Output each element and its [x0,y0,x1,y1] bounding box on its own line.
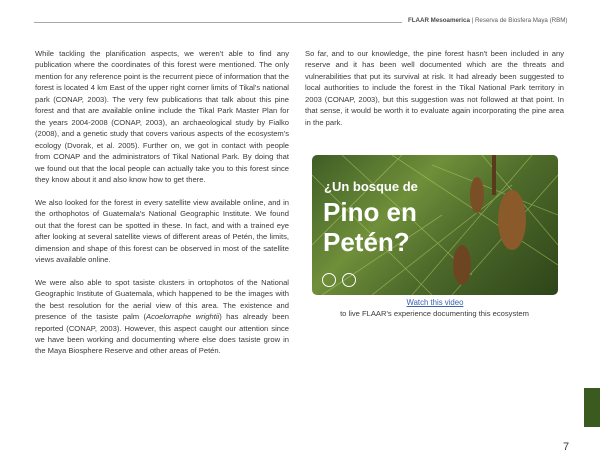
paragraph: We were also able to spot tasiste clusters in ortophotos of the National Geographic Institute of Guatemala, which happened to be the images with the best resolution for the aerial view of this area. The existence and presence of the tasiste palm (Acoelorraphe wrightii) has already been reported (CONAP, 2003). However, this aspect caught our attention since we have been working and documenting where else does tasiste grow in the Maya Biosphere Reserve and other areas of Petén. [35,277,289,356]
flaar-logo-icon [322,273,336,287]
paragraph: We also looked for the forest in every satellite view available online, and in the orthophotos of Guatemala's National Geographic Institute. We found out that the forest can be spotted in these. In fact, and with a trained eye after looking at several satellite views of different areas of Petén, the limits, dimension and shape of this forest can be observed in most of the satellite views available online. [35,197,289,264]
header-brand: FLAAR Mesoamerica [408,17,470,24]
chapter-side-tab [584,388,600,427]
watch-video-link[interactable]: Watch this video [406,298,464,307]
species-name: Acoelorraphe wrightii [146,312,220,322]
page-number: 7 [563,441,570,453]
paragraph: While tackling the planification aspects, we weren't able to find any publication where the coordinates of this forest were mentioned. The only mention for any reference point is the recurrent piece of information that the forest is located 4 km East of the upper right corner limits of Tikal's national park (CONAP, 2003). The very few publications that talk about this pine forest and that are available online include the Tikal Park Master Plan for the years 2004-2008 (CONAP, 2003), an archaeological study by Fialko (2008), and a genetic study that covers various aspects of the ecosystem's ecology (Dvorak, et al. 2005). Further on, we got in contact with people from CONAP and the administrators of Tikal National Park. By doing that we found out that the local people can actually take you to this forest since they know about it and also know how to get there. [35,49,289,184]
running-header [408,17,567,24]
video-title-main: Pino en Petén? [323,197,417,257]
thumbnail-logos [322,273,356,287]
video-title-line1: ¿Un bosque de [324,179,418,194]
partner-logo-icon [342,273,356,287]
right-column [305,48,564,139]
header-rule [34,22,402,23]
header-subtitle: | Reserva de Biosfera Maya (RBM) [469,17,568,24]
pine-cone-icon [498,190,526,250]
left-column [35,48,289,368]
video-caption: to live FLAAR's experience documenting this ecosystem [340,309,529,318]
paragraph: So far, and to our knowledge, the pine forest hasn't been included in any reserve and it has been well documented which are the threats and vulnerabilities that put its survival at risk. It had already been suggested to local authorities to include the forest in the Tikal National Park territory in 2003 (CONAP, 2003), but this suggestion was not followed at that point. In that sense, it would be worth it to evaluate again incorporating the pine area in the park. [305,49,564,127]
video-thumbnail[interactable] [312,155,558,295]
